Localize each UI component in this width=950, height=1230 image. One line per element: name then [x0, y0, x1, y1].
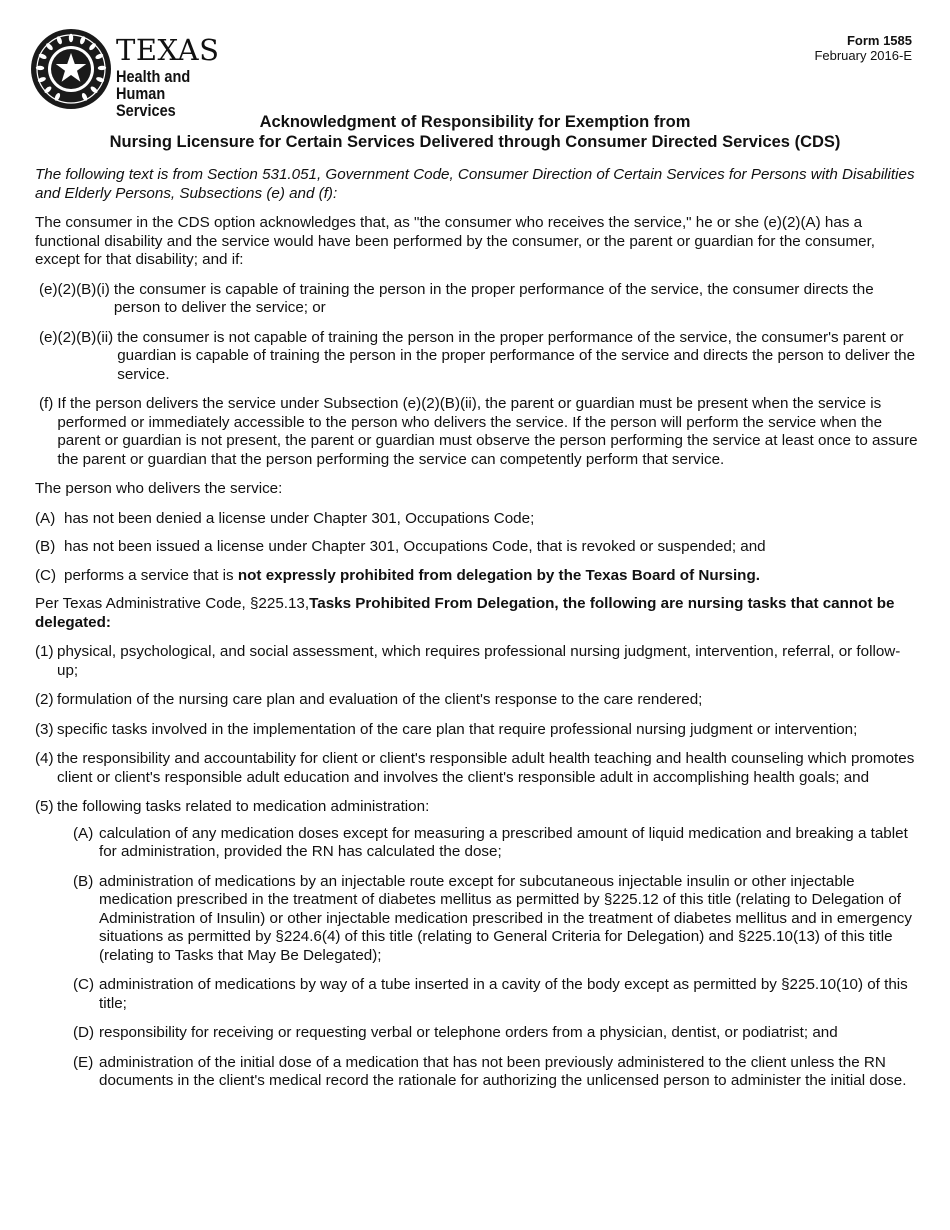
item-marker: (C)	[73, 976, 95, 993]
medication-tasks-list	[35, 825, 920, 1091]
item-text: the responsibility and accountability for client or client's responsible adult health teaching and health counseling which promotes client or client's responsible adult education and involves the client's responsible adult in accomplishing health goals; and	[57, 750, 915, 786]
item-marker: (A)	[35, 509, 56, 527]
list-item	[35, 510, 920, 529]
document-body	[35, 166, 920, 1102]
texas-star-seal-icon	[30, 28, 112, 110]
clause-marker: (f)	[39, 395, 54, 412]
item-text: formulation of the nursing care plan and evaluation of the client's response to the care rendered;	[57, 691, 703, 708]
tac-paragraph	[35, 595, 920, 632]
consumer-paragraph: The consumer in the CDS option acknowledges that, as "the consumer who receives the service," he or she (e)(2)(A) has a functional disability and the service would have been performed by the consumer, or the parent or guardian for the consumer, except for that disability; and if:	[35, 214, 876, 268]
list-item	[73, 873, 920, 966]
item-marker: (E)	[73, 1053, 94, 1071]
hhs-logo	[30, 28, 245, 120]
item-marker: (D)	[73, 1024, 95, 1041]
list-item	[35, 721, 920, 740]
item-text: the following tasks related to medication administration:	[57, 798, 430, 815]
item-text: administration of the initial dose of a medication that has not been previously administered to the client unless the RN documents in the client's medical record the rationale for authorizing the unlicensed person to administer the initial dose.	[99, 1053, 907, 1089]
item-text: administration of medications by an injectable route except for subcutaneous injectable insulin or other injectable medication prescribed in the treatment of diabetes mellitus as permitted by §225.12 of this title (relating to Delegation of Administration of Insulin) or other injectable medication prescribed in the treatment of diabetes mellitus and in emergency situations as permitted by §224.6(4) of this title (relating to General Criteria for Delegation) and §225.10(13) of this title (relating to Tasks that May Be Delegated);	[99, 872, 912, 964]
item-text-plain: performs a service that is	[64, 566, 238, 584]
document-title	[0, 112, 950, 152]
form-number: Form 1585	[846, 33, 912, 48]
item-text: has not been denied a license under Chapter 301, Occupations Code;	[64, 509, 535, 527]
clause-e2bi	[35, 281, 920, 318]
list-item	[73, 825, 920, 862]
item-marker: (B)	[35, 538, 56, 555]
item-text: calculation of any medication doses except for measuring a prescribed amount of liquid medication and breaking a tablet for administration, provided the RN has calculated the dose;	[99, 824, 908, 860]
clause-text: If the person delivers the service under Subsection (e)(2)(B)(ii), the parent or guardian must be present when the service is performed or immediately accessible to the person who delivers the service. If the person will perform the service when the parent or guardian is not present, the parent or guardian must observe the person performing the service at least once to assure the parent or guardian that the person performing the service can competently perform that service.	[57, 395, 918, 468]
title-line-2: Nursing Licensure for Certain Services Delivered through Consumer Directed Services (CDS)	[109, 133, 841, 151]
item-marker: (2)	[35, 691, 54, 708]
form-identifier	[814, 33, 912, 63]
clause-f	[35, 395, 920, 469]
list-item	[35, 750, 920, 787]
list-item	[73, 976, 920, 1013]
logo-agency-line2: Services	[116, 102, 176, 120]
list-item	[35, 798, 920, 817]
item-marker: (5)	[35, 798, 54, 815]
prohibited-tasks-list	[35, 643, 920, 1091]
item-marker: (1)	[35, 643, 54, 660]
list-item	[73, 1054, 920, 1091]
list-item	[35, 567, 920, 586]
title-line-1: Acknowledgment of Responsibility for Exemption from	[259, 113, 691, 131]
list-item	[35, 643, 920, 680]
tac-bold: Tasks Prohibited From Delegation, the following are nursing tasks that cannot be delegated:	[35, 595, 895, 631]
item-text: specific tasks involved in the implementation of the care plan that require professional nursing judgment or intervention;	[57, 720, 858, 738]
item-text: administration of medications by way of a tube inserted in a cavity of the body except as permitted by §225.10(10) of this title;	[99, 976, 908, 1012]
item-text	[64, 567, 920, 586]
item-text-bold: not expressly prohibited from delegation by the Texas Board of Nursing.	[237, 566, 760, 584]
logo-state-name: TEXAS	[116, 33, 220, 67]
clause-text: the consumer is not capable of training the person in the proper performance of the service, the consumer's parent or guardian is capable of training the person in the proper performance of the service and directs the person to deliver the service.	[117, 328, 916, 383]
list-item	[35, 691, 920, 710]
logo-agency-line1: Health and Human	[116, 68, 191, 103]
clause-e2bii	[35, 329, 920, 385]
item-marker: (A)	[73, 824, 94, 842]
item-text: physical, psychological, and social assessment, which requires professional nursing judgment, intervention, referral, or follow-up;	[57, 643, 901, 679]
item-text: responsibility for receiving or requesting verbal or telephone orders from a physician, dentist, or podiatrist; and	[99, 1024, 838, 1041]
form-date: February 2016-E	[814, 48, 912, 63]
item-marker: (B)	[73, 872, 94, 890]
person-intro: The person who delivers the service:	[35, 480, 283, 497]
tac-plain: Per Texas Administrative Code, §225.13,	[35, 595, 310, 612]
item-marker: (C)	[35, 566, 57, 584]
item-marker: (4)	[35, 750, 54, 767]
clause-text: the consumer is capable of training the person in the proper performance of the service, the consumer directs the person to deliver the service; or	[113, 280, 874, 316]
clause-marker: (e)(2)(B)(i)	[39, 280, 110, 298]
item-text: has not been issued a license under Chapter 301, Occupations Code, that is revoked or suspended; and	[64, 538, 766, 555]
list-item	[35, 538, 920, 557]
item-marker: (3)	[35, 720, 54, 738]
list-item	[73, 1024, 920, 1043]
person-requirements-list	[35, 510, 920, 586]
intro-text: The following text is from Section 531.051, Government Code, Consumer Direction of Certain Services for Persons with Disabilities and Elderly Persons, Subsections (e) and (f):	[35, 166, 915, 202]
clause-marker: (e)(2)(B)(ii)	[39, 328, 114, 346]
